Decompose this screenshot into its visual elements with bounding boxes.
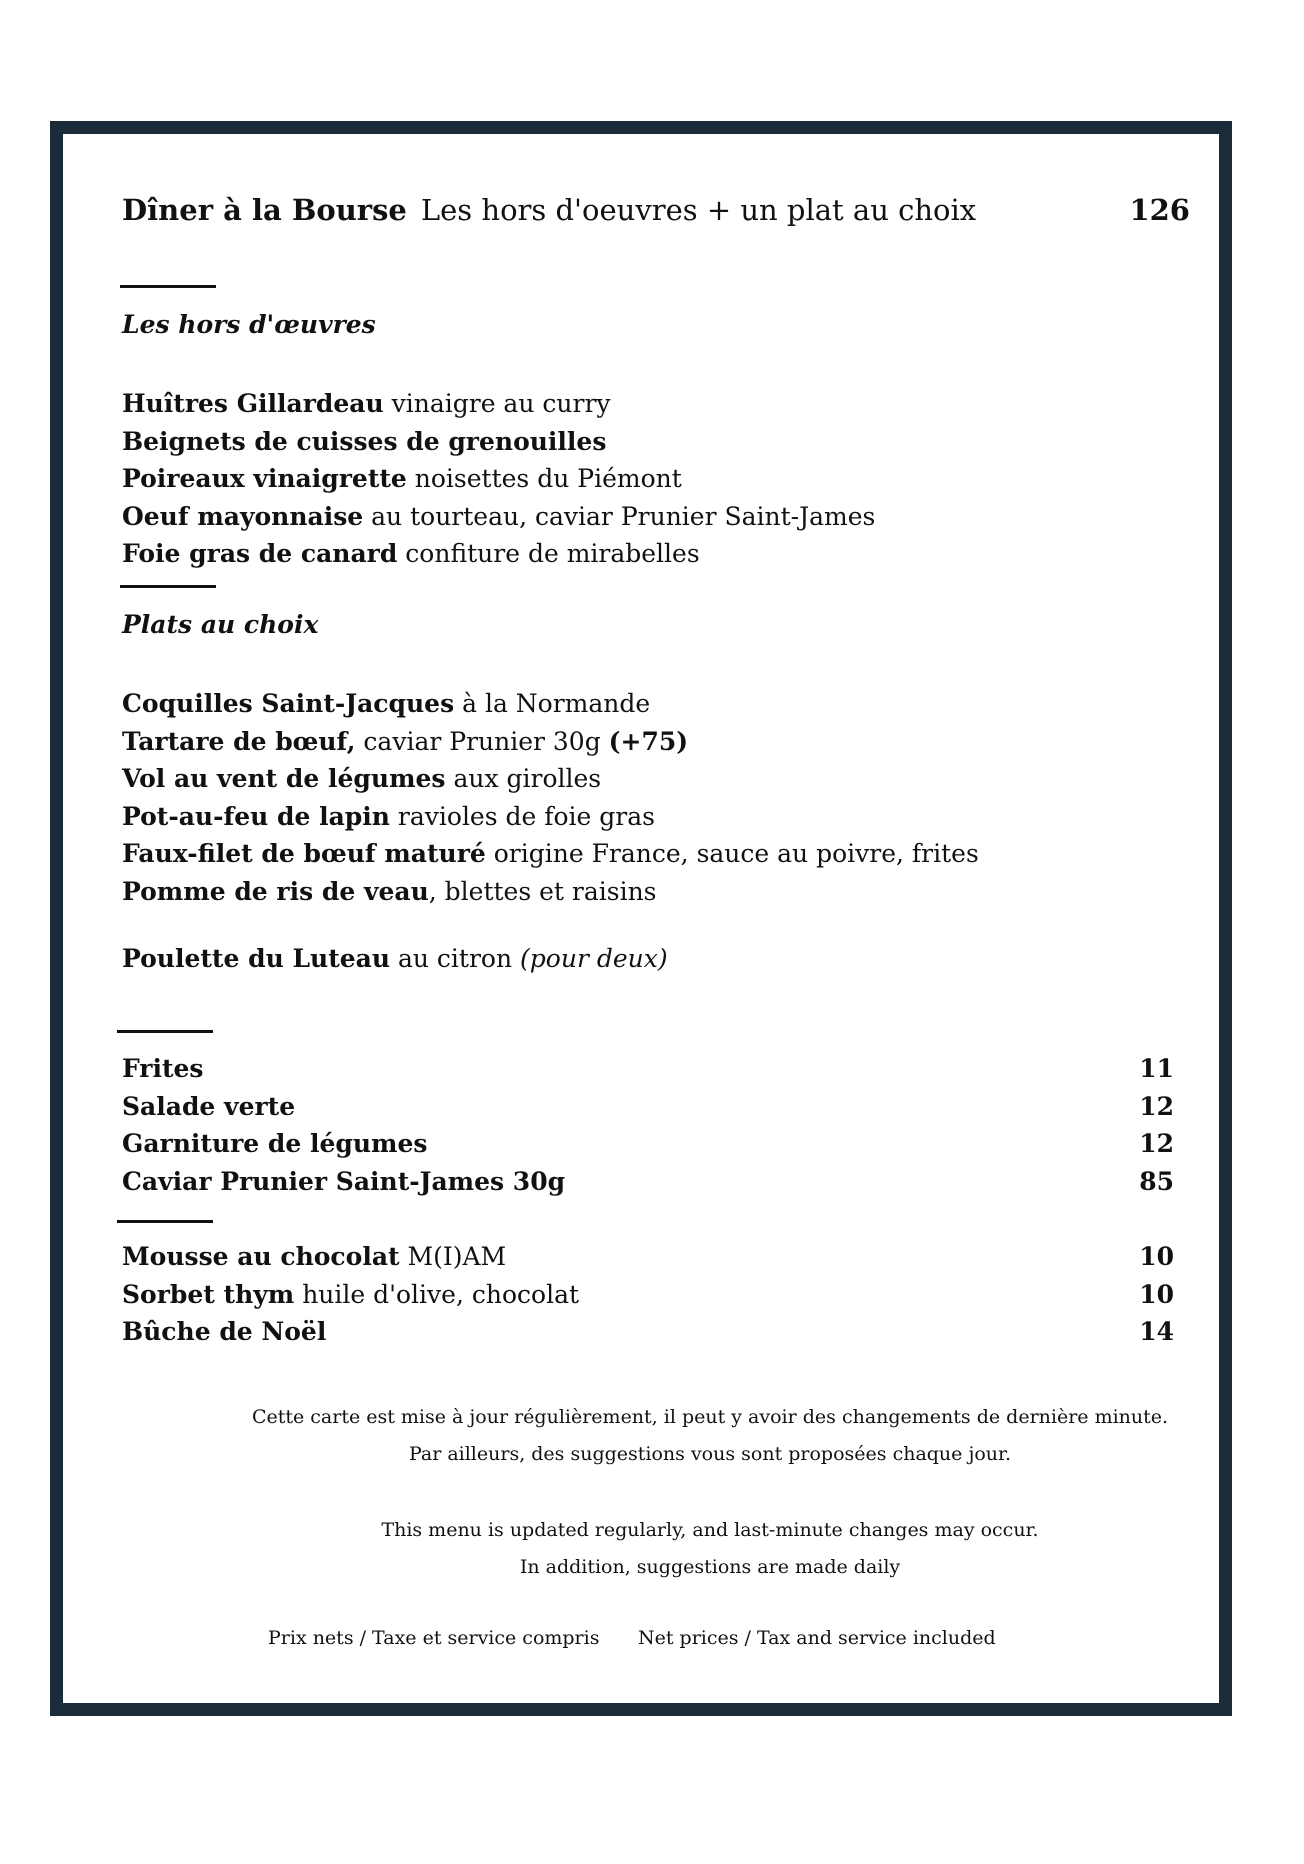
dish-name: Poireaux vinaigrette (122, 464, 407, 493)
menu-subtitle: Les hors d'oeuvres + un plat au choix (420, 193, 977, 227)
dish-desc: M(I)AM (399, 1242, 507, 1271)
dish-name: Poulette du Luteau (122, 944, 391, 973)
dish-name: Sorbet thym (122, 1279, 295, 1309)
menu-price: 126 (1129, 193, 1190, 227)
footer-english: Net prices / Tax and service included (638, 1627, 996, 1649)
list-item (122, 423, 875, 461)
dish-name: Salade verte (122, 1091, 296, 1121)
dish-extra: (+75) (608, 726, 689, 756)
dish-price: 14 (1139, 1317, 1174, 1346)
note-english (122, 1512, 1298, 1586)
list-item (122, 498, 875, 536)
list-item (122, 835, 979, 873)
note-line: This menu is updated regularly, and last-minute changes may occur. (381, 1519, 1039, 1541)
dish-desc: au citron (390, 944, 521, 973)
dish-name: Caviar Prunier Saint-James 30g (122, 1166, 566, 1196)
dish-name: Coquilles Saint-Jacques (122, 689, 455, 718)
dish-name: Beignets de cuisses de grenouilles (122, 426, 607, 456)
list-item (122, 1238, 1174, 1276)
dish-price: 10 (1139, 1279, 1174, 1309)
dish-price: 12 (1139, 1129, 1174, 1158)
list-item (122, 798, 979, 836)
note-french (122, 1399, 1298, 1473)
note-line: Cette carte est mise à jour régulièrement, il peut y avoir des changements de dernière minute. (251, 1406, 1169, 1428)
dish-name: Garniture de légumes (122, 1129, 428, 1158)
divider (117, 1030, 213, 1033)
list-item (122, 535, 875, 573)
dish-desc: à la Normande (454, 689, 651, 718)
hors-doeuvres-title: Les hors d'œuvres (122, 310, 376, 339)
dish-desc: caviar Prunier 30g (355, 726, 609, 756)
menu-title: Dîner à la Bourse (122, 193, 407, 227)
dish-name: Pot-au-feu de lapin (122, 801, 390, 831)
list-item (122, 1276, 1174, 1314)
note-line: In addition, suggestions are made daily (519, 1556, 901, 1578)
list-item (122, 940, 668, 978)
dish-name: Tartare de bœuf, (122, 726, 356, 756)
dish-desc: aux girolles (445, 764, 602, 793)
desserts-list (122, 1238, 1174, 1351)
dish-desc: origine France, sauce au poivre, frites (485, 839, 979, 868)
divider (117, 1220, 213, 1223)
dish-name: Huîtres Gillardeau (122, 389, 384, 418)
dish-desc: noisettes du Piémont (406, 464, 682, 493)
dish-name: Vol au vent de légumes (122, 764, 446, 793)
dish-note: (pour deux) (520, 944, 668, 973)
note-line: Par ailleurs, des suggestions vous sont proposées chaque jour. (408, 1443, 1012, 1465)
dish-desc: vinaigre au curry (383, 389, 611, 418)
dish-desc: huile d'olive, chocolat (294, 1279, 580, 1309)
dish-price: 85 (1139, 1166, 1174, 1196)
sides-list (122, 1050, 1174, 1200)
list-item (122, 760, 979, 798)
list-item (122, 385, 875, 423)
list-item (122, 1050, 1174, 1088)
plats-title: Plats au choix (122, 610, 319, 639)
dish-price: 12 (1139, 1091, 1174, 1121)
dish-desc: confiture de mirabelles (397, 539, 700, 568)
dish-desc: , blettes et raisins (428, 876, 657, 906)
list-item (122, 1088, 1174, 1126)
list-item (122, 1125, 1174, 1163)
plats-list (122, 685, 979, 910)
divider (120, 585, 216, 588)
list-item (122, 723, 979, 761)
list-item (122, 1313, 1174, 1351)
list-item (122, 1163, 1174, 1201)
dish-name: Pomme de ris de veau (122, 876, 429, 906)
menu-header (122, 193, 1190, 227)
dish-name: Oeuf mayonnaise (122, 501, 364, 531)
dish-desc: au tourteau, caviar Prunier Saint-James (363, 501, 876, 531)
plats-special (122, 940, 668, 978)
dish-price: 10 (1139, 1242, 1174, 1271)
dish-price: 11 (1139, 1054, 1174, 1083)
list-item (122, 873, 979, 911)
dish-name: Bûche de Noël (122, 1317, 327, 1346)
list-item (122, 460, 875, 498)
dish-name: Faux-filet de bœuf maturé (122, 839, 486, 868)
divider (120, 285, 216, 288)
dish-name: Mousse au chocolat (122, 1242, 400, 1271)
hors-doeuvres-list (122, 385, 875, 573)
list-item (122, 685, 979, 723)
dish-desc: ravioles de foie gras (389, 801, 655, 831)
dish-name: Frites (122, 1054, 204, 1083)
dish-name: Foie gras de canard (122, 539, 398, 568)
footer-french: Prix nets / Taxe et service compris (268, 1627, 600, 1649)
